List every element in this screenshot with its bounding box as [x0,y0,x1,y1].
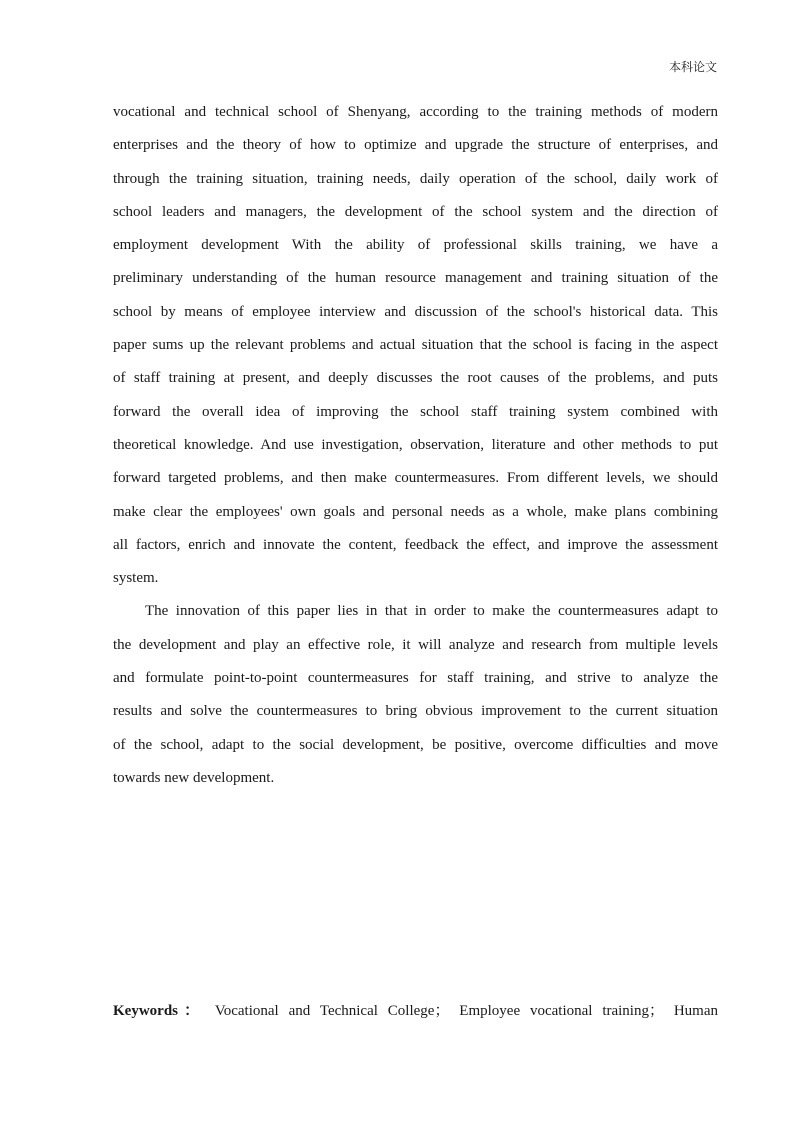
text-line: make clear the employees' own goals and personal needs as a whole, make plans combining [113,503,718,520]
text-line: school by means of employee interview and discussion of the school's historical data. This [113,303,718,320]
text-line: system. [113,570,159,587]
text-line: enterprises and the theory of how to optimize and upgrade the structure of enterprises, and [113,137,718,154]
text-line: through the training situation, training needs, daily operation of the school, daily work of [113,170,718,187]
text-line: theoretical knowledge. And use investigation, observation, literature and other methods to put [113,436,718,453]
text-line: the development and play an effective role, it will analyze and research from multiple levels [113,636,718,653]
text-line: and formulate point-to-point countermeasures for staff training, and strive to analyze the [113,670,718,687]
abstract-body [113,96,718,795]
text-line: towards new development. [113,769,275,786]
text-line: of the school, adapt to the social development, be positive, overcome difficulties and move [113,736,718,753]
keywords-line [113,997,718,1025]
text-line: results and solve the countermeasures to bring obvious improvement to the current situation [113,703,718,720]
text-line: paper sums up the relevant problems and actual situation that the school is facing in the aspect [113,337,718,354]
keywords-label: Keywords： [113,1003,206,1019]
keywords-text: Vocational and Technical College； Employee vocational training； Human [214,1003,719,1019]
page-header: 本科论文 [668,60,717,74]
text-line: The innovation of this paper lies in that in order to make the countermeasures adapt to [145,603,718,620]
text-line: vocational and technical school of Shenyang, according to the training methods of modern [113,104,718,120]
text-line: forward targeted problems, and then make countermeasures. From different levels, we should [113,470,718,487]
text-line: school leaders and managers, the development of the school system and the direction of [113,203,718,220]
text-line: forward the overall idea of improving the school staff training system combined with [113,403,718,420]
text-line: of staff training at present, and deeply discusses the root causes of the problems, and puts [113,370,718,387]
paragraph-1 [113,96,718,595]
text-line: preliminary understanding of the human resource management and training situation of the [113,270,718,287]
paragraph-2 [113,595,718,795]
text-line: all factors, enrich and innovate the content, feedback the effect, and improve the assessment [113,536,718,553]
text-line: employment development With the ability of professional skills training, we have a [113,237,718,254]
